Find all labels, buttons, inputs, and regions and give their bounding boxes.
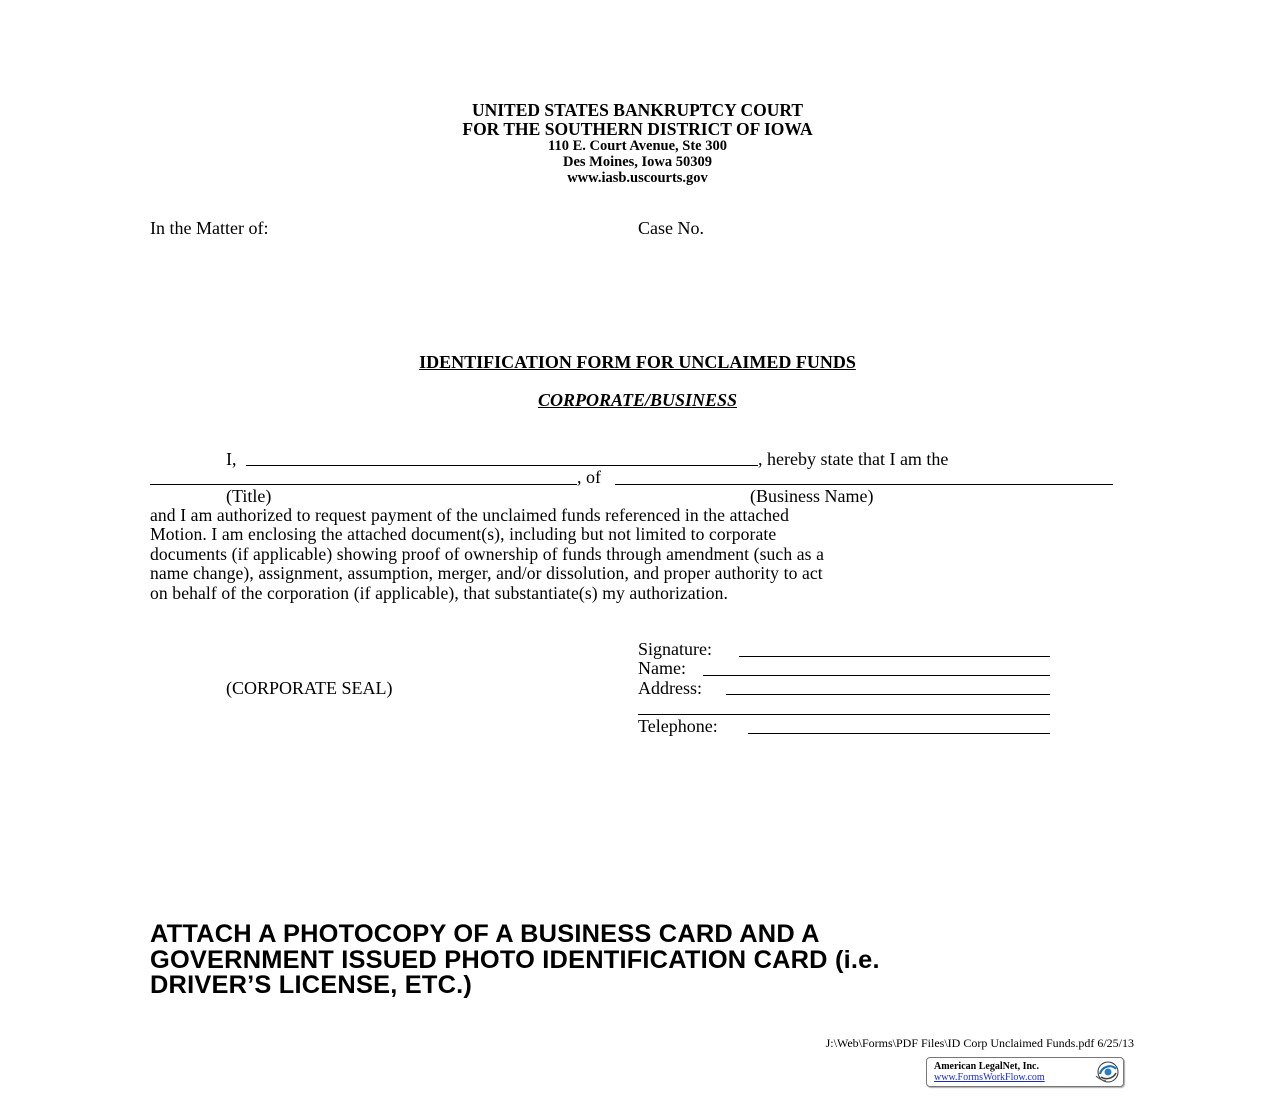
statement-line-1: and I am authorized to request payment of the unclaimed funds referenced in the attached [150, 505, 789, 525]
address-line-1[interactable] [726, 694, 1050, 695]
name-line[interactable] [703, 675, 1050, 676]
business-name-caption: (Business Name) [750, 486, 874, 506]
signature-line[interactable] [739, 656, 1050, 657]
vendor-logo-badge[interactable] [926, 1057, 1124, 1087]
form-title-text: IDENTIFICATION FORM FOR UNCLAIMED FUNDS [419, 352, 856, 372]
statement-paragraph [150, 506, 1110, 603]
statement-i-prefix: I, [226, 449, 237, 469]
title-line[interactable] [150, 484, 577, 485]
matter-label: In the Matter of: [150, 218, 269, 238]
court-district: FOR THE SOUTHERN DISTRICT OF IOWA [462, 119, 813, 139]
statement-hereby: , hereby state that I am the [758, 449, 949, 469]
vendor-name: American LegalNet, Inc. [934, 1061, 1039, 1072]
footer-file-path: J:\Web\Forms\PDF Files\ID Corp Unclaimed Funds.pdf 6/25/13 [825, 1036, 1134, 1050]
address-line-2[interactable] [638, 714, 1050, 715]
vendor-globe-icon [1094, 1060, 1120, 1084]
attachment-notice [150, 922, 1150, 999]
court-name: UNITED STATES BANKRUPTCY COURT [471, 100, 804, 120]
vendor-url-link[interactable]: www.FormsWorkFlow.com [934, 1072, 1045, 1083]
name-label: Name: [638, 658, 686, 678]
telephone-label: Telephone: [638, 716, 718, 736]
form-subtitle-text: CORPORATE/BUSINESS [537, 390, 738, 410]
statement-line-5: on behalf of the corporation (if applicable), that substantiate(s) my authorization. [150, 582, 729, 603]
attachment-notice-line-3: DRIVER’S LICENSE, ETC.) [150, 971, 473, 999]
statement-line-4: name change), assignment, assumption, merger, and/or dissolution, and proper authority to act [150, 563, 823, 584]
business-name-line[interactable] [615, 484, 1113, 485]
court-address-line1: 110 E. Court Avenue, Ste 300 [548, 138, 727, 154]
case-number-label: Case No. [638, 218, 704, 238]
signature-label: Signature: [638, 639, 712, 659]
statement-line-2: Motion. I am enclosing the attached document(s), including but not limited to corporate [150, 524, 777, 545]
address-label: Address: [638, 678, 702, 698]
attachment-notice-line-2: GOVERNMENT ISSUED PHOTO IDENTIFICATION CARD (i.e. [150, 945, 880, 974]
statement-line-3: documents (if applicable) showing proof of ownership of funds through amendment (such as a [150, 543, 824, 564]
attachment-notice-line-1: ATTACH A PHOTOCOPY OF A BUSINESS CARD AND A [150, 920, 820, 948]
form-title [0, 352, 1275, 373]
court-website: www.iasb.uscourts.gov [567, 170, 708, 186]
form-subtitle [0, 390, 1275, 411]
statement-of: , of [577, 467, 601, 487]
telephone-line[interactable] [748, 733, 1050, 734]
court-address-line2: Des Moines, Iowa 50309 [562, 154, 713, 170]
declarant-name-line[interactable] [246, 465, 758, 466]
corporate-seal-label: (CORPORATE SEAL) [226, 678, 393, 698]
title-caption: (Title) [226, 486, 272, 506]
